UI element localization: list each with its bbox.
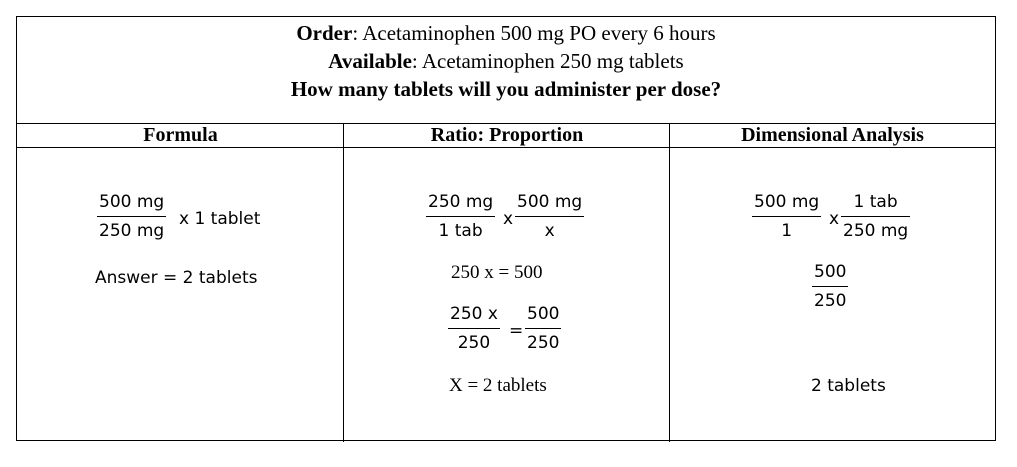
fraction-numerator: 500 [527,304,560,324]
fraction-numerator: 250 mg [428,192,494,212]
fraction-denominator: 250 [527,333,560,353]
order-text: : Acetaminophen 500 mg PO every 6 hours [352,21,716,45]
dimensional-column [670,148,995,440]
multiply-sign: x [503,209,514,229]
fraction-numerator: 500 mg [754,192,820,212]
fraction-denominator: 1 [781,221,793,241]
order-line [17,19,995,47]
column-header-ratio: Ratio: Proportion [344,124,670,148]
fraction-numerator: 500 mg [517,192,583,212]
dosage-calculation-table [16,16,996,441]
formula-fraction [97,191,166,242]
dimensional-fraction-1 [752,191,821,242]
ratio-equation: 250 x = 500 [451,262,543,283]
ratio-column [344,148,669,440]
formula-multiplier: x 1 tablet [179,209,261,229]
multiply-sign: x [829,209,840,229]
order-label: Order [296,21,353,45]
available-line [17,47,995,75]
fraction-denominator: 250 mg [99,221,165,241]
problem-header [17,17,995,124]
formula-column [17,148,343,440]
ratio-fraction-1 [426,191,495,242]
column-header-formula: Formula [17,124,344,148]
available-label: Available [328,49,412,73]
fraction-numerator: 500 mg [99,192,165,212]
dimensional-answer: 2 tablets [811,376,886,396]
fraction-denominator: 250 mg [843,221,909,241]
fraction-denominator: 250 [457,333,491,353]
column-header-dimensional: Dimensional Analysis [670,124,995,148]
ratio-fraction-2 [515,191,584,242]
formula-answer: Answer = 2 tablets [95,268,258,288]
available-text: : Acetaminophen 250 mg tablets [411,49,684,73]
dimensional-fraction-2 [841,191,910,242]
fraction-numerator: 250 x [450,304,498,324]
ratio-answer: X = 2 tablets [449,375,547,396]
fraction-numerator: 500 [814,262,847,282]
fraction-numerator: 1 tab [853,192,898,212]
equals-sign: = [509,321,524,341]
fraction-denominator: x [544,221,555,241]
fraction-denominator: 250 [814,291,847,311]
question-line: How many tablets will you administer per dose? [290,77,722,101]
dimensional-fraction-3 [812,261,848,312]
ratio-fraction-3 [448,303,500,354]
fraction-denominator: 1 tab [438,221,483,241]
ratio-fraction-4 [525,303,561,354]
